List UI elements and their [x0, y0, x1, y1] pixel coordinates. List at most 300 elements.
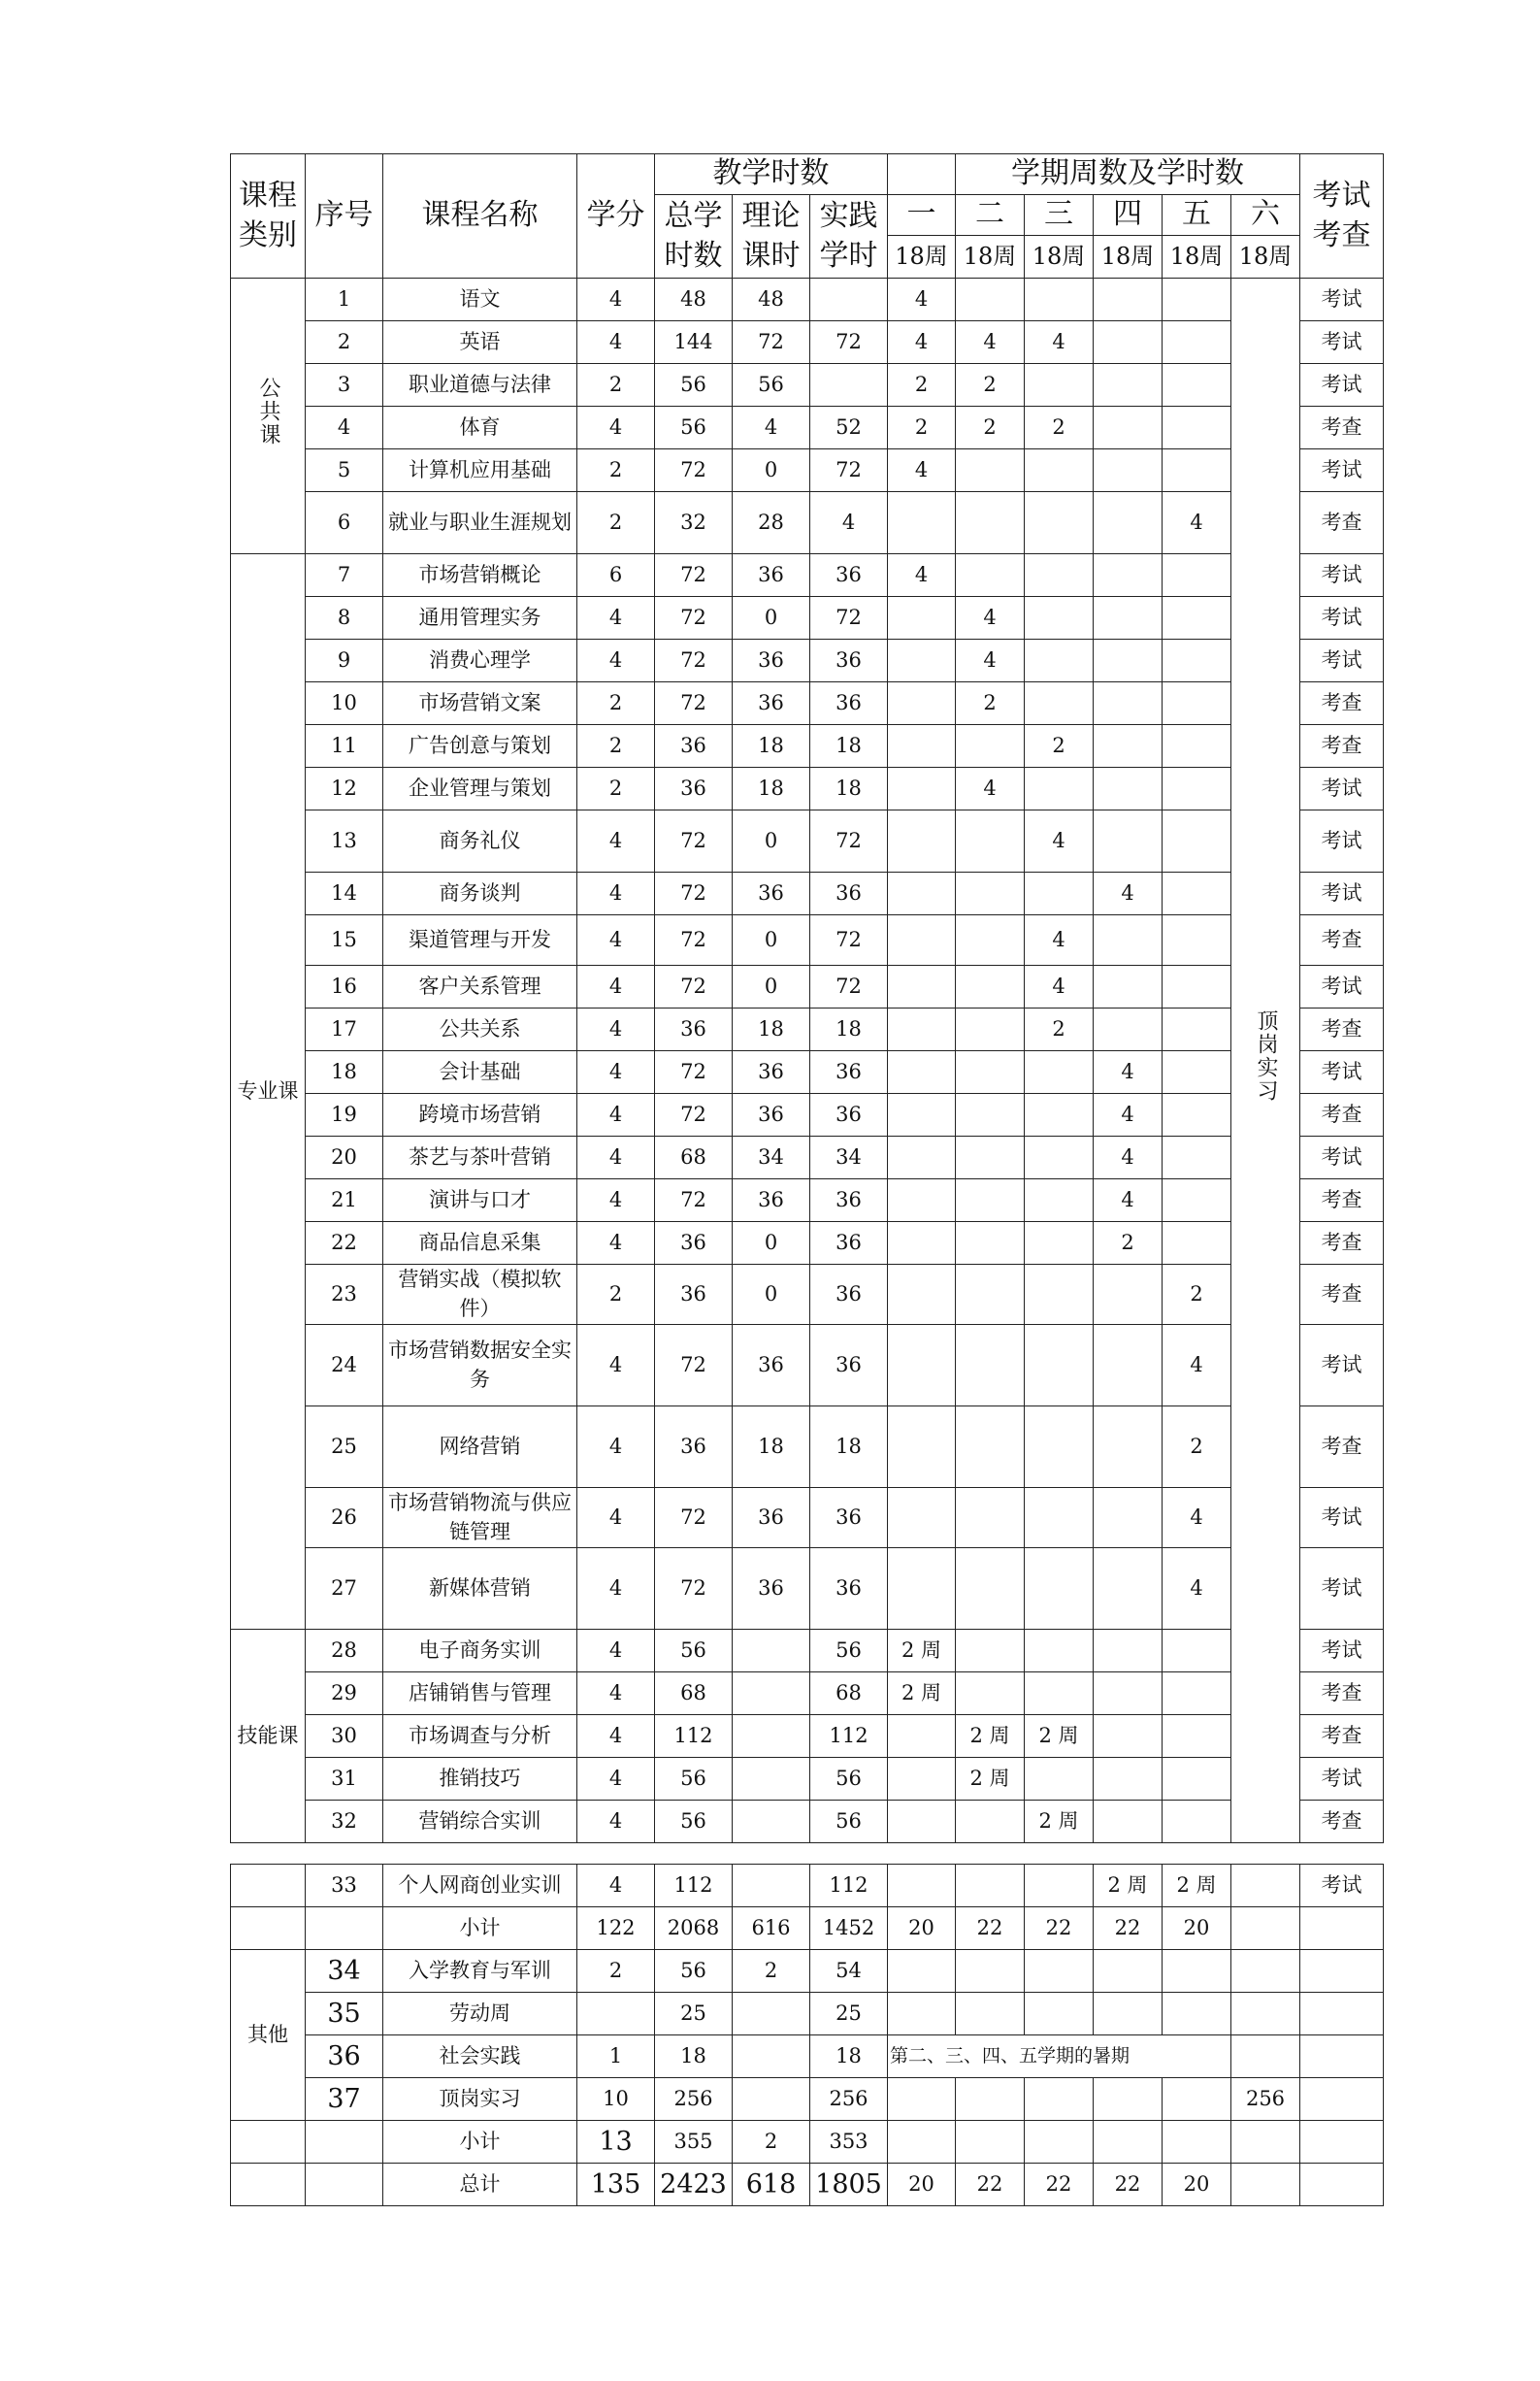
credit-cell: 2	[577, 364, 655, 407]
theory-cell: 36	[733, 682, 810, 725]
row-no: 37	[306, 2078, 383, 2121]
table-row	[231, 915, 1384, 966]
semester-3: 三	[1025, 195, 1094, 236]
sem4-cell	[1094, 1800, 1163, 1842]
sem6-cell	[1231, 1865, 1300, 1907]
practice-cell: 36	[810, 1547, 888, 1629]
sem3-cell	[1025, 873, 1094, 915]
sem1-cell: 20	[888, 1907, 956, 1950]
weeks-1: 18周	[888, 236, 956, 279]
sem3-cell	[1025, 492, 1094, 554]
practice-cell: 353	[810, 2121, 888, 2164]
sem5-cell	[1163, 682, 1231, 725]
sem4-cell: 2	[1094, 1222, 1163, 1265]
table-row	[231, 449, 1384, 492]
sem3-cell	[1025, 768, 1094, 810]
row-no: 6	[306, 492, 383, 554]
sem2-cell	[956, 1487, 1025, 1547]
table-row	[231, 1051, 1384, 1094]
practice-cell: 34	[810, 1137, 888, 1179]
practice-cell: 18	[810, 768, 888, 810]
credit-cell: 4	[577, 1405, 655, 1487]
exam-cell: 考查	[1300, 1094, 1384, 1137]
sem4-cell	[1094, 1405, 1163, 1487]
total-hours-cell: 72	[655, 597, 733, 640]
table-row	[231, 2035, 1384, 2078]
table-row	[231, 554, 1384, 597]
credit-cell: 4	[577, 1009, 655, 1051]
row-no: 24	[306, 1324, 383, 1405]
sem3-cell	[1025, 1265, 1094, 1325]
practice-cell: 36	[810, 1094, 888, 1137]
exam-cell: 考试	[1300, 321, 1384, 364]
sem1-cell	[888, 1714, 956, 1757]
sem4-cell	[1094, 554, 1163, 597]
sem4-cell	[1094, 1714, 1163, 1757]
weeks-6: 18周	[1231, 236, 1300, 279]
row-no: 4	[306, 407, 383, 449]
total-hours-cell: 56	[655, 1629, 733, 1671]
total-hours-cell: 36	[655, 1265, 733, 1325]
sem1-cell	[888, 1547, 956, 1629]
sem4-cell	[1094, 449, 1163, 492]
sem2-cell	[956, 279, 1025, 321]
total-hours-cell: 68	[655, 1671, 733, 1714]
course-name: 电子商务实训	[383, 1629, 577, 1671]
sem4-cell	[1094, 279, 1163, 321]
theory-cell: 36	[733, 1094, 810, 1137]
sem1-cell	[888, 1265, 956, 1325]
exam-cell: 考查	[1300, 1222, 1384, 1265]
theory-cell: 48	[733, 279, 810, 321]
sem2-cell	[956, 1324, 1025, 1405]
sem5-cell: 2	[1163, 1405, 1231, 1487]
header-semester-group: 学期周数及学时数	[956, 154, 1300, 195]
sem2-cell	[956, 873, 1025, 915]
sem2-cell	[956, 1265, 1025, 1325]
sem2-cell	[956, 449, 1025, 492]
row-no: 19	[306, 1094, 383, 1137]
table-row	[231, 279, 1384, 321]
exam-cell: 考查	[1300, 1714, 1384, 1757]
theory-cell: 4	[733, 407, 810, 449]
exam-cell: 考试	[1300, 554, 1384, 597]
sem5-cell: 20	[1163, 2164, 1231, 2206]
sem3-cell	[1025, 640, 1094, 682]
subtotal-row	[231, 1907, 1384, 1950]
exam-cell: 考试	[1300, 597, 1384, 640]
total-hours-cell: 36	[655, 1405, 733, 1487]
sem5-cell	[1163, 640, 1231, 682]
theory-cell: 0	[733, 915, 810, 966]
table-row	[231, 1757, 1384, 1800]
credit-cell: 10	[577, 2078, 655, 2121]
header-theory-hours: 理论课时	[733, 195, 810, 279]
credit-cell: 4	[577, 1179, 655, 1222]
row-no: 15	[306, 915, 383, 966]
credit-cell: 4	[577, 279, 655, 321]
total-hours-cell: 25	[655, 1993, 733, 2035]
theory-cell: 0	[733, 1222, 810, 1265]
total-hours-cell: 72	[655, 449, 733, 492]
total-hours-cell: 256	[655, 2078, 733, 2121]
course-name: 店铺销售与管理	[383, 1671, 577, 1714]
row-no: 34	[306, 1950, 383, 1993]
total-hours-cell: 56	[655, 1800, 733, 1842]
theory-cell: 36	[733, 873, 810, 915]
sem4-cell	[1094, 915, 1163, 966]
sem1-cell: 4	[888, 279, 956, 321]
course-name: 商品信息采集	[383, 1222, 577, 1265]
exam-cell: 考试	[1300, 449, 1384, 492]
total-hours-cell: 2423	[655, 2164, 733, 2206]
weeks-5: 18周	[1163, 236, 1231, 279]
total-hours-cell: 72	[655, 810, 733, 873]
theory-cell: 2	[733, 2121, 810, 2164]
sem3-cell	[1025, 1865, 1094, 1907]
table-row	[231, 725, 1384, 768]
practice-cell: 52	[810, 407, 888, 449]
course-name: 计算机应用基础	[383, 449, 577, 492]
total-hours-cell: 36	[655, 1222, 733, 1265]
sem5-cell	[1163, 1757, 1231, 1800]
sem4-cell	[1094, 1324, 1163, 1405]
practice-cell: 36	[810, 873, 888, 915]
total-label: 总计	[383, 2164, 577, 2206]
sem2-cell	[956, 1179, 1025, 1222]
sem1-cell	[888, 1757, 956, 1800]
sem1-cell	[888, 1222, 956, 1265]
credit-cell: 2	[577, 768, 655, 810]
course-name: 渠道管理与开发	[383, 915, 577, 966]
internship-column	[1231, 279, 1300, 1843]
sem6-cell: 256	[1231, 2078, 1300, 2121]
credit-cell: 4	[577, 1714, 655, 1757]
credit-cell: 4	[577, 1222, 655, 1265]
credit-cell: 135	[577, 2164, 655, 2206]
sem1-cell	[888, 1179, 956, 1222]
row-no: 7	[306, 554, 383, 597]
table-row	[231, 640, 1384, 682]
sem5-cell	[1163, 1629, 1231, 1671]
practice-cell: 72	[810, 966, 888, 1009]
row-no: 2	[306, 321, 383, 364]
header-no: 序号	[306, 154, 383, 279]
sem1-cell	[888, 1865, 956, 1907]
table-row	[231, 2078, 1384, 2121]
sem2-cell: 4	[956, 597, 1025, 640]
exam-cell: 考查	[1300, 1800, 1384, 1842]
course-name: 会计基础	[383, 1051, 577, 1094]
row-no: 11	[306, 725, 383, 768]
sem3-cell	[1025, 1629, 1094, 1671]
sem1-cell	[888, 492, 956, 554]
practice-cell	[810, 364, 888, 407]
row-no: 36	[306, 2035, 383, 2078]
row-no: 21	[306, 1179, 383, 1222]
exam-cell: 考试	[1300, 1137, 1384, 1179]
credit-cell: 4	[577, 1757, 655, 1800]
theory-cell: 0	[733, 966, 810, 1009]
credit-cell: 4	[577, 1051, 655, 1094]
summer-note: 第二、三、四、五学期的暑期	[888, 2035, 1231, 2078]
sem2-cell: 2	[956, 682, 1025, 725]
weeks-4: 18周	[1094, 236, 1163, 279]
row-no: 8	[306, 597, 383, 640]
table-row	[231, 407, 1384, 449]
header-exam: 考试考查	[1300, 154, 1384, 279]
sem5-cell	[1163, 1671, 1231, 1714]
row-no: 25	[306, 1405, 383, 1487]
sem3-cell: 22	[1025, 1907, 1094, 1950]
sem4-cell	[1094, 725, 1163, 768]
row-no: 23	[306, 1265, 383, 1325]
practice-cell: 36	[810, 1324, 888, 1405]
table-row	[231, 810, 1384, 873]
sem1-cell: 4	[888, 321, 956, 364]
row-no: 1	[306, 279, 383, 321]
credit-cell: 4	[577, 640, 655, 682]
sem5-cell	[1163, 554, 1231, 597]
course-name: 社会实践	[383, 2035, 577, 2078]
practice-cell: 18	[810, 2035, 888, 2078]
sem2-cell	[956, 1629, 1025, 1671]
exam-cell: 考查	[1300, 915, 1384, 966]
theory-cell: 56	[733, 364, 810, 407]
table-row	[231, 682, 1384, 725]
theory-cell: 34	[733, 1137, 810, 1179]
credit-cell: 4	[577, 915, 655, 966]
header-category: 课程类别	[231, 154, 306, 279]
credit-cell: 2	[577, 1265, 655, 1325]
theory-cell	[733, 1993, 810, 2035]
practice-cell: 36	[810, 1222, 888, 1265]
sem5-cell: 4	[1163, 1324, 1231, 1405]
semester-4: 四	[1094, 195, 1163, 236]
table-row	[231, 1671, 1384, 1714]
course-name: 营销实战（模拟软件）	[383, 1265, 577, 1325]
credit-cell: 4	[577, 1094, 655, 1137]
row-no: 32	[306, 1800, 383, 1842]
course-name: 企业管理与策划	[383, 768, 577, 810]
sem2-cell: 4	[956, 640, 1025, 682]
semester-2: 二	[956, 195, 1025, 236]
practice-cell: 68	[810, 1671, 888, 1714]
subtotal-label: 小计	[383, 1907, 577, 1950]
course-name: 顶岗实习	[383, 2078, 577, 2121]
sem4-cell	[1094, 682, 1163, 725]
practice-cell: 112	[810, 1865, 888, 1907]
semester-1: 一	[888, 195, 956, 236]
sem2-cell: 22	[956, 1907, 1025, 1950]
sem3-cell: 4	[1025, 321, 1094, 364]
course-name: 跨境市场营销	[383, 1094, 577, 1137]
sem3-cell	[1025, 1324, 1094, 1405]
practice-cell: 18	[810, 1405, 888, 1487]
sem1-cell	[888, 966, 956, 1009]
sem5-cell	[1163, 1051, 1231, 1094]
total-hours-cell: 56	[655, 1757, 733, 1800]
sem1-cell: 4	[888, 449, 956, 492]
course-name: 市场营销文案	[383, 682, 577, 725]
course-name: 英语	[383, 321, 577, 364]
total-hours-cell: 355	[655, 2121, 733, 2164]
category-public	[231, 279, 306, 554]
theory-cell	[733, 1757, 810, 1800]
sem3-cell	[1025, 1137, 1094, 1179]
sem1-cell: 2	[888, 407, 956, 449]
sem2-cell	[956, 554, 1025, 597]
sem2-cell: 2 周	[956, 1757, 1025, 1800]
practice-cell: 18	[810, 725, 888, 768]
sem4-cell	[1094, 364, 1163, 407]
header-blank	[888, 154, 956, 195]
table-row	[231, 1547, 1384, 1629]
theory-cell: 0	[733, 810, 810, 873]
row-no: 18	[306, 1051, 383, 1094]
sem4-cell: 4	[1094, 1051, 1163, 1094]
theory-cell	[733, 2035, 810, 2078]
sem2-cell	[956, 1405, 1025, 1487]
sem4-cell	[1094, 768, 1163, 810]
exam-cell: 考查	[1300, 1671, 1384, 1714]
practice-cell: 54	[810, 1950, 888, 1993]
course-name: 客户关系管理	[383, 966, 577, 1009]
sem1-cell	[888, 1137, 956, 1179]
total-hours-cell: 32	[655, 492, 733, 554]
sem3-cell: 4	[1025, 915, 1094, 966]
course-name: 新媒体营销	[383, 1547, 577, 1629]
theory-cell: 0	[733, 1265, 810, 1325]
sem4-cell	[1094, 597, 1163, 640]
credit-cell	[577, 1993, 655, 2035]
total-hours-cell: 48	[655, 279, 733, 321]
sem5-cell	[1163, 407, 1231, 449]
sem3-cell: 22	[1025, 2164, 1094, 2206]
table-row	[231, 873, 1384, 915]
total-hours-cell: 56	[655, 407, 733, 449]
course-name: 茶艺与茶叶营销	[383, 1137, 577, 1179]
exam-cell: 考试	[1300, 1757, 1384, 1800]
internship-label: 顶岗实习	[1253, 1009, 1278, 1104]
sem4-cell: 22	[1094, 2164, 1163, 2206]
table-row	[231, 768, 1384, 810]
table-row	[231, 597, 1384, 640]
sem5-cell: 4	[1163, 1487, 1231, 1547]
sem2-cell	[956, 1051, 1025, 1094]
course-name: 职业道德与法律	[383, 364, 577, 407]
course-name: 广告创意与策划	[383, 725, 577, 768]
theory-cell: 36	[733, 640, 810, 682]
sem1-cell	[888, 873, 956, 915]
total-hours-cell: 56	[655, 364, 733, 407]
credit-cell: 4	[577, 966, 655, 1009]
category-skill: 技能课	[231, 1629, 306, 1842]
credit-cell: 4	[577, 1487, 655, 1547]
sem5-cell	[1163, 321, 1231, 364]
sem3-cell	[1025, 1222, 1094, 1265]
total-hours-cell: 72	[655, 1487, 733, 1547]
sem1-cell	[888, 915, 956, 966]
practice-cell: 72	[810, 597, 888, 640]
sem3-cell: 2	[1025, 407, 1094, 449]
sem4-cell	[1094, 966, 1163, 1009]
theory-cell	[733, 1671, 810, 1714]
total-hours-cell: 72	[655, 1094, 733, 1137]
sem5-cell: 20	[1163, 1907, 1231, 1950]
practice-cell	[810, 279, 888, 321]
row-no: 12	[306, 768, 383, 810]
course-name: 市场调查与分析	[383, 1714, 577, 1757]
practice-cell: 36	[810, 554, 888, 597]
theory-cell	[733, 1629, 810, 1671]
table-row	[231, 1405, 1384, 1487]
theory-cell: 18	[733, 768, 810, 810]
sem4-cell: 4	[1094, 1137, 1163, 1179]
sem3-cell	[1025, 554, 1094, 597]
total-hours-cell: 36	[655, 1009, 733, 1051]
weeks-3: 18周	[1025, 236, 1094, 279]
sem4-cell	[1094, 1487, 1163, 1547]
total-hours-cell: 72	[655, 1547, 733, 1629]
sem5-cell	[1163, 1222, 1231, 1265]
sem4-cell	[1094, 1265, 1163, 1325]
practice-cell: 36	[810, 1051, 888, 1094]
semester-5: 五	[1163, 195, 1231, 236]
theory-cell: 72	[733, 321, 810, 364]
row-no: 10	[306, 682, 383, 725]
sem2-cell	[956, 1222, 1025, 1265]
theory-cell: 18	[733, 1405, 810, 1487]
practice-cell: 18	[810, 1009, 888, 1051]
course-name: 商务谈判	[383, 873, 577, 915]
sem5-cell	[1163, 449, 1231, 492]
theory-cell: 616	[733, 1907, 810, 1950]
sem2-cell: 2 周	[956, 1714, 1025, 1757]
table-row	[231, 321, 1384, 364]
sem2-cell	[956, 1547, 1025, 1629]
sem5-cell	[1163, 1094, 1231, 1137]
sem1-cell: 2	[888, 364, 956, 407]
sem4-cell: 4	[1094, 1179, 1163, 1222]
sem5-cell: 4	[1163, 492, 1231, 554]
sem1-cell	[888, 768, 956, 810]
table-row	[231, 966, 1384, 1009]
table-row	[231, 492, 1384, 554]
row-no: 14	[306, 873, 383, 915]
theory-cell: 618	[733, 2164, 810, 2206]
sem2-cell: 4	[956, 768, 1025, 810]
sem4-cell	[1094, 1757, 1163, 1800]
sem3-cell	[1025, 1094, 1094, 1137]
credit-cell: 4	[577, 1629, 655, 1671]
course-name: 市场营销数据安全实务	[383, 1324, 577, 1405]
header-practice-hours: 实践学时	[810, 195, 888, 279]
exam-cell: 考试	[1300, 364, 1384, 407]
exam-cell: 考试	[1300, 966, 1384, 1009]
row-no: 3	[306, 364, 383, 407]
credit-cell: 2	[577, 449, 655, 492]
row-no: 16	[306, 966, 383, 1009]
sem5-cell	[1163, 810, 1231, 873]
sem4-cell: 2 周	[1094, 1865, 1163, 1907]
sem1-cell	[888, 1800, 956, 1842]
sem5-cell: 2 周	[1163, 1865, 1231, 1907]
theory-cell: 36	[733, 554, 810, 597]
sem4-cell	[1094, 492, 1163, 554]
header-hours-group: 教学时数	[655, 154, 888, 195]
sem5-cell	[1163, 768, 1231, 810]
